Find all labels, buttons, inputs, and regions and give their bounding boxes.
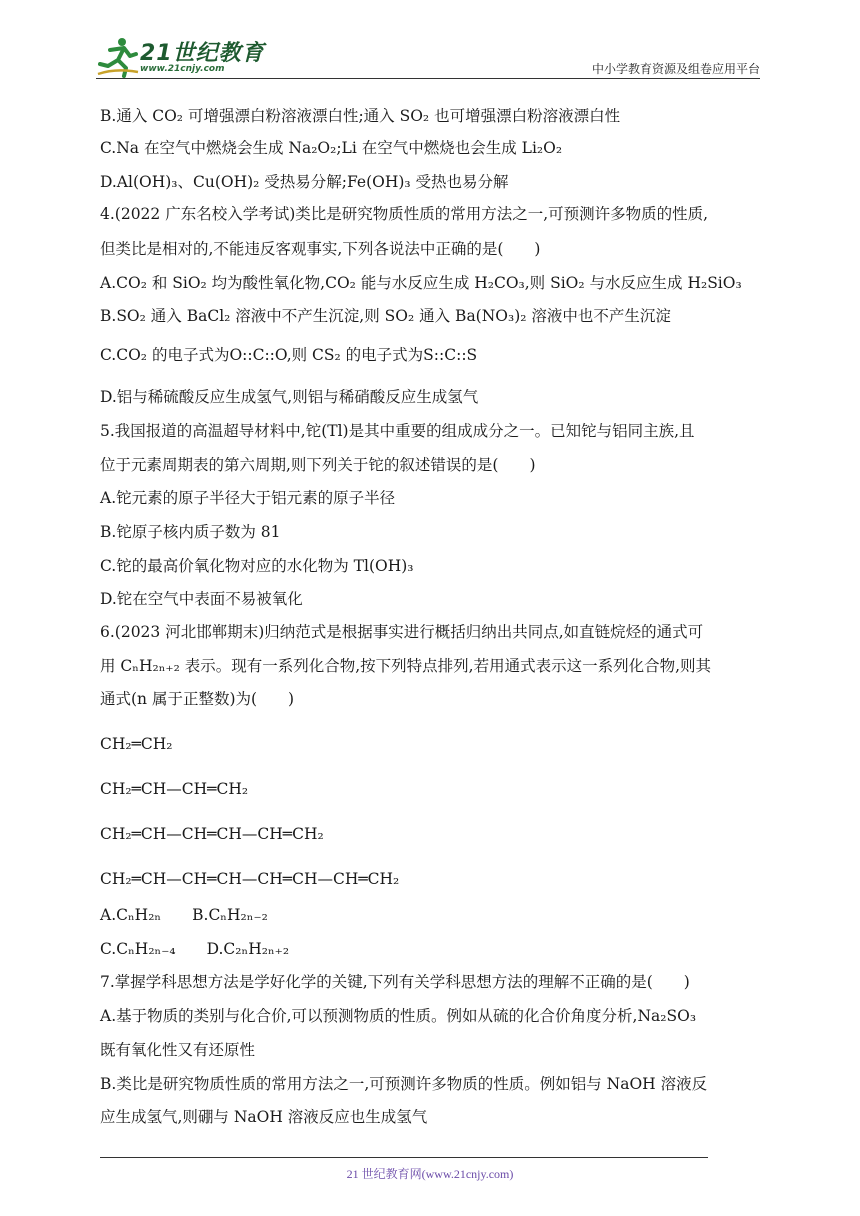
logo-text: 21世纪教育 (140, 41, 265, 66)
q7-option-b-line2: 应生成氢气,则硼与 NaOH 溶液反应也生成氢气 (100, 1108, 428, 1126)
formula-2: CH₂═CH—CH═CH₂ (100, 780, 249, 798)
q4-stem-line2: 但类比是相对的,不能违反客观事实,下列各说法中正确的是( ) (100, 240, 541, 258)
q5-option-d: D.铊在空气中表面不易被氧化 (100, 590, 303, 608)
footer-divider (100, 1157, 708, 1158)
header-tagline: 中小学教育资源及组卷应用平台 (591, 62, 760, 76)
q4-option-a: A.CO₂ 和 SiO₂ 均为酸性氧化物,CO₂ 能与水反应生成 H₂CO₃,则 SiO₂ 与水反应生成 H₂SiO₃ (100, 274, 742, 292)
header-divider (96, 78, 760, 79)
q5-stem-line1: 5.我国报道的高温超导材料中,铊(Tl)是其中重要的组成成分之一。已知铊与铝同主族,且 (100, 422, 695, 440)
q4-stem-line1: 4.(2022 广东名校入学考试)类比是研究物质性质的常用方法之一,可预测许多物质的性质, (100, 205, 709, 223)
q7-stem: 7.掌握学科思想方法是学好化学的关键,下列有关学科思想方法的理解不正确的是( ) (100, 973, 690, 991)
q6-stem-line2: 用 CₙH₂ₙ₊₂ 表示。现有一系列化合物,按下列特点排列,若用通式表示这一系列化合物,则其 (100, 657, 712, 675)
q3-option-c: C.Na 在空气中燃烧会生成 Na₂O₂;Li 在空气中燃烧也会生成 Li₂O₂ (100, 139, 563, 157)
page-footer: 21 世纪教育网(www.21cnjy.com) (346, 1167, 514, 1181)
logo-url: www.21cnjy.com (140, 64, 225, 74)
runner-icon (96, 34, 140, 78)
q5-option-b: B.铊原子核内质子数为 81 (100, 523, 281, 541)
q6-stem-line3: 通式(n 属于正整数)为( ) (100, 690, 295, 708)
q5-option-a: A.铊元素的原子半径大于铝元素的原子半径 (100, 489, 396, 507)
q5-stem-line2: 位于元素周期表的第六周期,则下列关于铊的叙述错误的是( ) (100, 456, 536, 474)
q7-option-b-line1: B.类比是研究物质性质的常用方法之一,可预测许多物质的性质。例如铝与 NaOH 溶液反 (100, 1075, 708, 1093)
q6-options-ab: A.CₙH₂ₙ B.CₙH₂ₙ₋₂ (100, 906, 268, 924)
page-header (96, 30, 760, 80)
q7-option-a-line1: A.基于物质的类别与化合价,可以预测物质的性质。例如从硫的化合价角度分析,Na₂SO₃ (100, 1007, 697, 1025)
site-logo (96, 34, 266, 78)
q6-options-cd: C.CₙH₂ₙ₋₄ D.C₂ₙH₂ₙ₊₂ (100, 940, 290, 958)
q7-option-a-line2: 既有氧化性又有还原性 (100, 1041, 256, 1059)
formula-1: CH₂═CH₂ (100, 735, 173, 753)
q5-option-c: C.铊的最高价氧化物对应的水化物为 Tl(OH)₃ (100, 557, 414, 575)
q4-option-b: B.SO₂ 通入 BaCl₂ 溶液中不产生沉淀,则 SO₂ 通入 Ba(NO₃)₂ 溶液中也不产生沉淀 (100, 307, 671, 325)
q3-option-d: D.Al(OH)₃、Cu(OH)₂ 受热易分解;Fe(OH)₃ 受热也易分解 (100, 173, 509, 191)
q4-option-c: C.CO₂ 的电子式为O::C::O,则 CS₂ 的电子式为S::C::S (100, 346, 478, 364)
q3-option-b: B.通入 CO₂ 可增强漂白粉溶液漂白性;通入 SO₂ 也可增强漂白粉溶液漂白性 (100, 107, 621, 125)
formula-4: CH₂═CH—CH═CH—CH═CH—CH═CH₂ (100, 870, 400, 888)
q6-stem-line1: 6.(2023 河北邯郸期末)归纳范式是根据事实进行概括归纳出共同点,如直链烷烃的通式可 (100, 623, 704, 641)
formula-3: CH₂═CH—CH═CH—CH═CH₂ (100, 825, 324, 843)
q4-option-d: D.铝与稀硫酸反应生成氢气,则铝与稀硝酸反应生成氢气 (100, 388, 479, 406)
